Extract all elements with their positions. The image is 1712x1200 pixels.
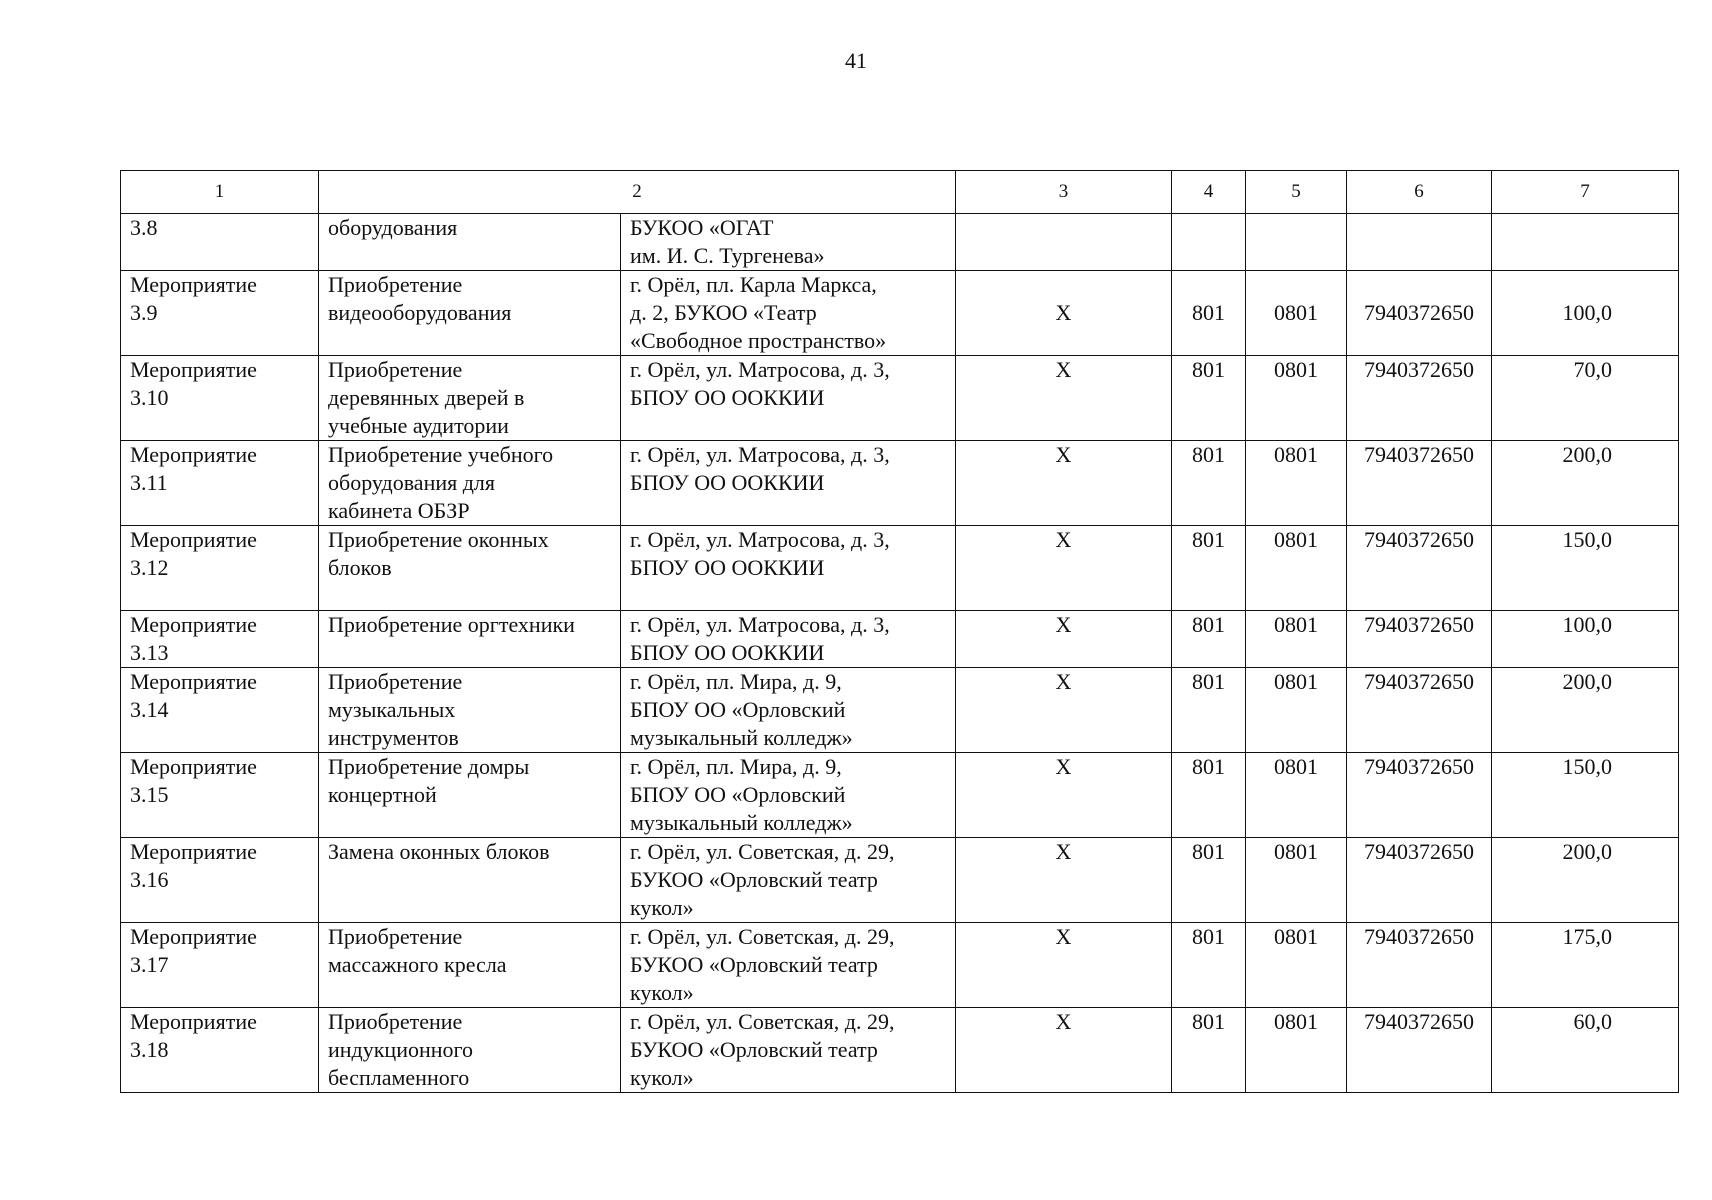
address-cell-line: БПОУ ОО «Орловский xyxy=(630,697,846,722)
address-cell-line: музыкальный колледж» xyxy=(630,725,853,750)
event-cell-line: Мероприятие xyxy=(130,924,257,949)
grbs-code-cell: 801 xyxy=(1172,356,1246,441)
event-cell xyxy=(121,668,319,753)
table-row xyxy=(121,271,1679,356)
name-cell xyxy=(319,1008,621,1093)
section-code-cell xyxy=(1246,214,1347,271)
section-code-cell: 0801 xyxy=(1246,441,1347,526)
event-cell-line: Мероприятие xyxy=(130,1009,257,1034)
grbs-code-cell: 801 xyxy=(1172,611,1246,668)
event-cell-line: Мероприятие xyxy=(130,527,257,552)
event-cell xyxy=(121,356,319,441)
csr-code-cell: 7940372650 xyxy=(1347,753,1492,838)
x-mark-cell: Х xyxy=(956,611,1172,668)
name-cell-line: массажного кресла xyxy=(328,952,507,977)
name-cell-line: концертной xyxy=(328,782,437,807)
event-cell xyxy=(121,611,319,668)
table-row xyxy=(121,526,1679,611)
address-cell-line: г. Орёл, ул. Советская, д. 29, xyxy=(630,924,895,949)
csr-code-cell: 7940372650 xyxy=(1347,441,1492,526)
page-number: 41 xyxy=(845,48,867,73)
address-cell-line: г. Орёл, ул. Советская, д. 29, xyxy=(630,839,895,864)
address-cell-line: г. Орёл, ул. Матросова, д. 3, xyxy=(630,442,890,467)
name-cell-line: индукционного xyxy=(328,1037,473,1062)
address-cell-line: им. И. С. Тургенева» xyxy=(630,243,825,268)
table-row xyxy=(121,923,1679,1008)
address-cell xyxy=(621,838,956,923)
name-cell xyxy=(319,923,621,1008)
name-cell-line: музыкальных xyxy=(328,697,456,722)
x-mark-cell: Х xyxy=(956,441,1172,526)
table-row xyxy=(121,214,1679,271)
csr-code-cell: 7940372650 xyxy=(1347,1008,1492,1093)
event-cell-line: 3.16 xyxy=(130,867,169,892)
csr-code-cell: 7940372650 xyxy=(1347,923,1492,1008)
x-mark-cell: Х xyxy=(956,753,1172,838)
header-cell-5: 5 xyxy=(1246,171,1347,214)
header-cell-6: 6 xyxy=(1347,171,1492,214)
name-cell-line: оборудования для xyxy=(328,470,496,495)
header-cell-1: 1 xyxy=(121,171,319,214)
event-cell xyxy=(121,838,319,923)
event-cell-line: 3.9 xyxy=(130,300,158,325)
address-cell-line: БПОУ ОО ООККИИ xyxy=(630,640,825,665)
event-cell-line: 3.18 xyxy=(130,1037,169,1062)
name-cell-line: Приобретение оргтехники xyxy=(328,612,575,637)
name-cell xyxy=(319,526,621,611)
address-cell-line: кукол» xyxy=(630,1065,694,1090)
name-cell-line: Приобретение учебного xyxy=(328,442,554,467)
grbs-code-cell: 801 xyxy=(1172,271,1246,356)
address-cell-line: г. Орёл, ул. Советская, д. 29, xyxy=(630,1009,895,1034)
name-cell-line: Замена оконных блоков xyxy=(328,839,550,864)
address-cell-line: БУКОО «Орловский театр xyxy=(630,867,878,892)
address-cell xyxy=(621,753,956,838)
name-cell xyxy=(319,668,621,753)
name-cell-line: беспламенного xyxy=(328,1065,470,1090)
event-cell xyxy=(121,923,319,1008)
x-mark-cell: Х xyxy=(956,356,1172,441)
section-code-cell: 0801 xyxy=(1246,838,1347,923)
name-cell xyxy=(319,753,621,838)
csr-code-cell: 7940372650 xyxy=(1347,838,1492,923)
address-cell-line: БУКОО «Орловский театр xyxy=(630,952,878,977)
table-row xyxy=(121,753,1679,838)
table-body xyxy=(121,214,1679,1093)
grbs-code-cell: 801 xyxy=(1172,923,1246,1008)
csr-code-cell: 7940372650 xyxy=(1347,356,1492,441)
amount-cell: 175,0 xyxy=(1492,923,1679,1008)
header-cell-2: 2 xyxy=(319,171,956,214)
amount-cell: 200,0 xyxy=(1492,441,1679,526)
address-cell xyxy=(621,526,956,611)
name-cell-line: Приобретение xyxy=(328,272,463,297)
section-code-cell: 0801 xyxy=(1246,271,1347,356)
event-cell-line: 3.8 xyxy=(130,215,158,240)
name-cell-line: инструментов xyxy=(328,725,459,750)
name-cell-line: Приобретение домры xyxy=(328,754,530,779)
event-cell-line: Мероприятие xyxy=(130,754,257,779)
table-row xyxy=(121,668,1679,753)
name-cell-line: деревянных дверей в xyxy=(328,385,525,410)
event-cell-line: 3.10 xyxy=(130,385,169,410)
address-cell-line: музыкальный колледж» xyxy=(630,810,853,835)
grbs-code-cell: 801 xyxy=(1172,838,1246,923)
x-mark-cell: Х xyxy=(956,668,1172,753)
address-cell-line: БПОУ ОО «Орловский xyxy=(630,782,846,807)
table-row xyxy=(121,611,1679,668)
amount-cell: 200,0 xyxy=(1492,838,1679,923)
address-cell xyxy=(621,441,956,526)
event-cell-line: Мероприятие xyxy=(130,442,257,467)
event-cell-line: Мероприятие xyxy=(130,669,257,694)
address-cell xyxy=(621,214,956,271)
name-cell-line: Приобретение xyxy=(328,1009,463,1034)
grbs-code-cell: 801 xyxy=(1172,753,1246,838)
section-code-cell: 0801 xyxy=(1246,668,1347,753)
grbs-code-cell: 801 xyxy=(1172,441,1246,526)
address-cell-line: БПОУ ОО ООККИИ xyxy=(630,555,825,580)
name-cell-line: видеооборудования xyxy=(328,300,512,325)
event-cell-line: Мероприятие xyxy=(130,272,257,297)
event-cell-line: 3.14 xyxy=(130,697,169,722)
x-mark-cell: Х xyxy=(956,271,1172,356)
csr-code-cell: 7940372650 xyxy=(1347,611,1492,668)
event-cell-line: 3.17 xyxy=(130,952,169,977)
amount-cell: 100,0 xyxy=(1492,611,1679,668)
address-cell-line: БПОУ ОО ООККИИ xyxy=(630,385,825,410)
header-cell-4: 4 xyxy=(1172,171,1246,214)
x-mark-cell xyxy=(956,214,1172,271)
grbs-code-cell: 801 xyxy=(1172,1008,1246,1093)
csr-code-cell xyxy=(1347,214,1492,271)
amount-cell: 60,0 xyxy=(1492,1008,1679,1093)
address-cell-line: «Свободное пространство» xyxy=(630,328,887,353)
header-row xyxy=(121,171,1679,214)
amount-cell: 150,0 xyxy=(1492,753,1679,838)
amount-cell: 100,0 xyxy=(1492,271,1679,356)
address-cell-line: г. Орёл, ул. Матросова, д. 3, xyxy=(630,612,890,637)
name-cell xyxy=(319,214,621,271)
name-cell xyxy=(319,271,621,356)
address-cell xyxy=(621,923,956,1008)
address-cell-line: БУКОО «ОГАТ xyxy=(630,215,774,240)
address-cell-line: кукол» xyxy=(630,980,694,1005)
address-cell xyxy=(621,1008,956,1093)
event-cell-line: Мероприятие xyxy=(130,839,257,864)
address-cell-line: БУКОО «Орловский театр xyxy=(630,1037,878,1062)
address-cell-line: г. Орёл, ул. Матросова, д. 3, xyxy=(630,357,890,382)
table-row xyxy=(121,441,1679,526)
name-cell-line: учебные аудитории xyxy=(328,413,509,438)
event-cell-line: 3.15 xyxy=(130,782,169,807)
event-cell xyxy=(121,214,319,271)
grbs-code-cell: 801 xyxy=(1172,526,1246,611)
address-cell-line: г. Орёл, ул. Матросова, д. 3, xyxy=(630,527,890,552)
name-cell-line: оборудования xyxy=(328,215,458,240)
grbs-code-cell: 801 xyxy=(1172,668,1246,753)
name-cell xyxy=(319,838,621,923)
address-cell xyxy=(621,611,956,668)
name-cell-line: кабинета ОБЗР xyxy=(328,498,470,523)
amount-cell xyxy=(1492,214,1679,271)
budget-table xyxy=(120,170,1679,1093)
name-cell-line: Приобретение xyxy=(328,669,463,694)
section-code-cell: 0801 xyxy=(1246,526,1347,611)
address-cell xyxy=(621,356,956,441)
table-header xyxy=(121,171,1679,214)
table-row xyxy=(121,356,1679,441)
address-cell-line: г. Орёл, пл. Мира, д. 9, xyxy=(630,669,842,694)
section-code-cell: 0801 xyxy=(1246,1008,1347,1093)
x-mark-cell: Х xyxy=(956,923,1172,1008)
table-row xyxy=(121,838,1679,923)
name-cell-line: блоков xyxy=(328,555,392,580)
amount-cell: 150,0 xyxy=(1492,526,1679,611)
event-cell xyxy=(121,271,319,356)
address-cell-line: БПОУ ОО ООККИИ xyxy=(630,470,825,495)
event-cell-line: 3.13 xyxy=(130,640,169,665)
event-cell-line: Мероприятие xyxy=(130,612,257,637)
csr-code-cell: 7940372650 xyxy=(1347,271,1492,356)
name-cell xyxy=(319,611,621,668)
address-cell-line: г. Орёл, пл. Карла Маркса, xyxy=(630,272,877,297)
event-cell-line: 3.11 xyxy=(130,470,168,495)
event-cell xyxy=(121,526,319,611)
x-mark-cell: Х xyxy=(956,838,1172,923)
address-cell-line: д. 2, БУКОО «Театр xyxy=(630,300,817,325)
section-code-cell: 0801 xyxy=(1246,611,1347,668)
event-cell xyxy=(121,753,319,838)
section-code-cell: 0801 xyxy=(1246,753,1347,838)
address-cell-line: кукол» xyxy=(630,895,694,920)
grbs-code-cell xyxy=(1172,214,1246,271)
address-cell xyxy=(621,668,956,753)
section-code-cell: 0801 xyxy=(1246,356,1347,441)
event-cell xyxy=(121,441,319,526)
event-cell-line: 3.12 xyxy=(130,555,169,580)
csr-code-cell: 7940372650 xyxy=(1347,526,1492,611)
x-mark-cell: Х xyxy=(956,1008,1172,1093)
event-cell xyxy=(121,1008,319,1093)
header-cell-7: 7 xyxy=(1492,171,1679,214)
amount-cell: 200,0 xyxy=(1492,668,1679,753)
address-cell-line: г. Орёл, пл. Мира, д. 9, xyxy=(630,754,842,779)
name-cell-line: Приобретение xyxy=(328,924,463,949)
event-cell-line: Мероприятие xyxy=(130,357,257,382)
header-cell-3: 3 xyxy=(956,171,1172,214)
name-cell xyxy=(319,356,621,441)
address-cell xyxy=(621,271,956,356)
table-row xyxy=(121,1008,1679,1093)
x-mark-cell: Х xyxy=(956,526,1172,611)
amount-cell: 70,0 xyxy=(1492,356,1679,441)
section-code-cell: 0801 xyxy=(1246,923,1347,1008)
name-cell-line: Приобретение оконных xyxy=(328,527,549,552)
csr-code-cell: 7940372650 xyxy=(1347,668,1492,753)
name-cell-line: Приобретение xyxy=(328,357,463,382)
name-cell xyxy=(319,441,621,526)
